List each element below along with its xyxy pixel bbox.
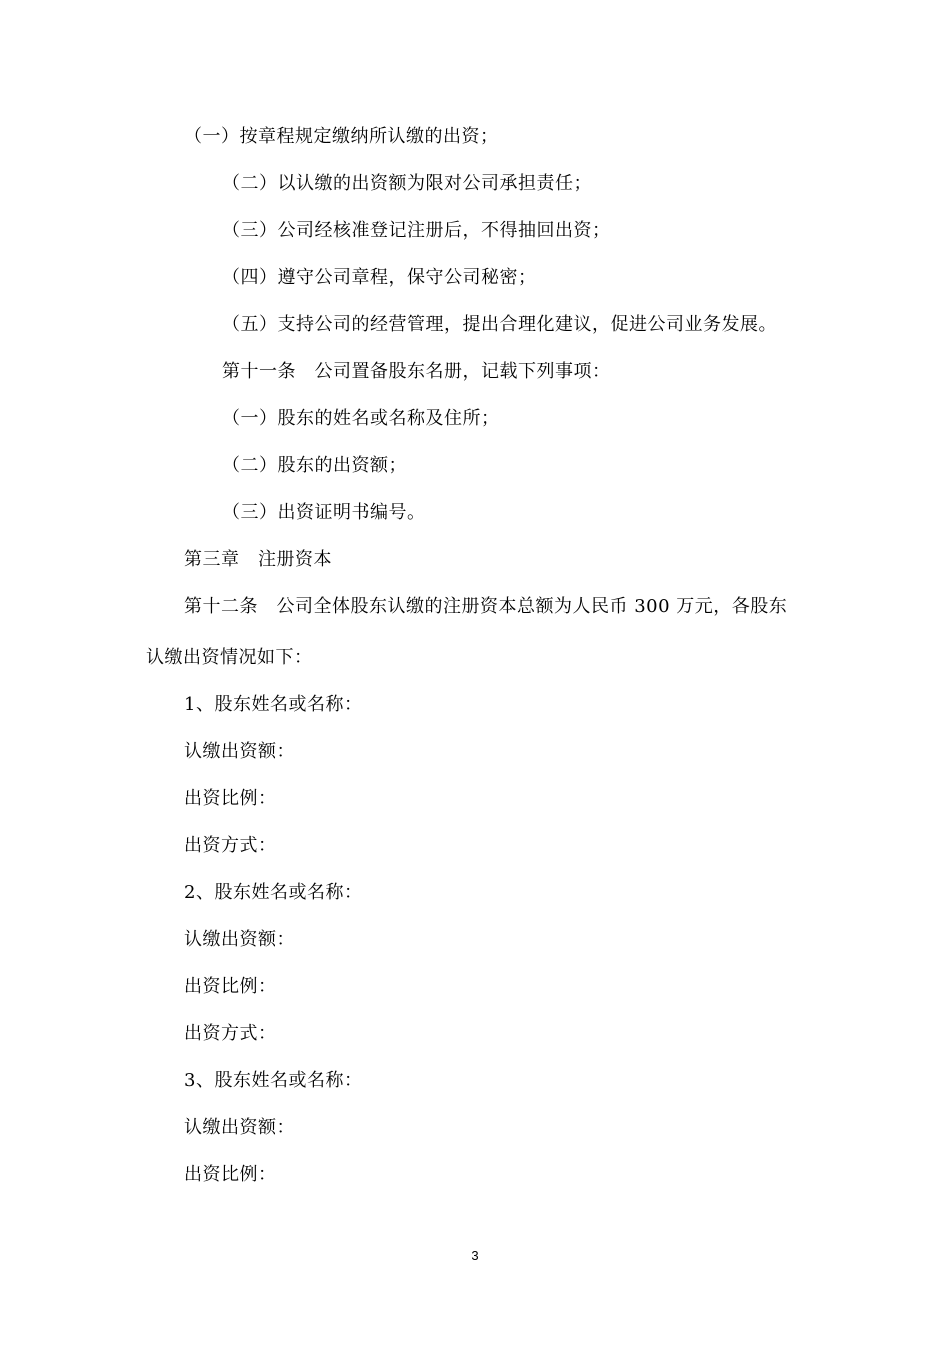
clause-item-3: （三）公司经核准登记注册后，不得抽回出资；	[222, 220, 611, 241]
clause-item-5: （五）支持公司的经营管理，提出合理化建议，促进公司业务发展。	[222, 314, 777, 335]
article-12-line-1: 第十二条 公司全体股东认缴的注册资本总额为人民币 300 万元，各股东	[184, 596, 788, 617]
register-item-1: （一）股东的姓名或名称及住所；	[222, 408, 500, 429]
shareholder-3-ratio: 出资比例：	[184, 1164, 277, 1185]
register-item-2: （二）股东的出资额；	[222, 455, 407, 476]
clause-item-1: （一）按章程规定缴纳所认缴的出资；	[184, 126, 499, 147]
shareholder-1-amount: 认缴出资额：	[184, 741, 295, 762]
article-11-heading: 第十一条 公司置备股东名册，记载下列事项：	[222, 361, 611, 382]
shareholder-2-amount: 认缴出资额：	[184, 929, 295, 950]
clause-item-4: （四）遵守公司章程，保守公司秘密；	[222, 267, 537, 288]
page-number: 3	[471, 1248, 479, 1263]
register-item-3: （三）出资证明书编号。	[222, 502, 426, 523]
shareholder-3-name: 3、股东姓名或名称：	[184, 1070, 363, 1091]
chapter-3-heading: 第三章 注册资本	[184, 549, 332, 570]
shareholder-1-ratio: 出资比例：	[184, 788, 277, 809]
shareholder-2-name: 2、股东姓名或名称：	[184, 882, 363, 903]
clause-item-2: （二）以认缴的出资额为限对公司承担责任；	[222, 173, 592, 194]
shareholder-2-ratio: 出资比例：	[184, 976, 277, 997]
shareholder-1-name: 1、股东姓名或名称：	[184, 694, 363, 715]
shareholder-1-method: 出资方式：	[184, 835, 277, 856]
shareholder-2-method: 出资方式：	[184, 1023, 277, 1044]
shareholder-3-amount: 认缴出资额：	[184, 1117, 295, 1138]
article-12-line-2: 认缴出资情况如下：	[146, 647, 313, 668]
